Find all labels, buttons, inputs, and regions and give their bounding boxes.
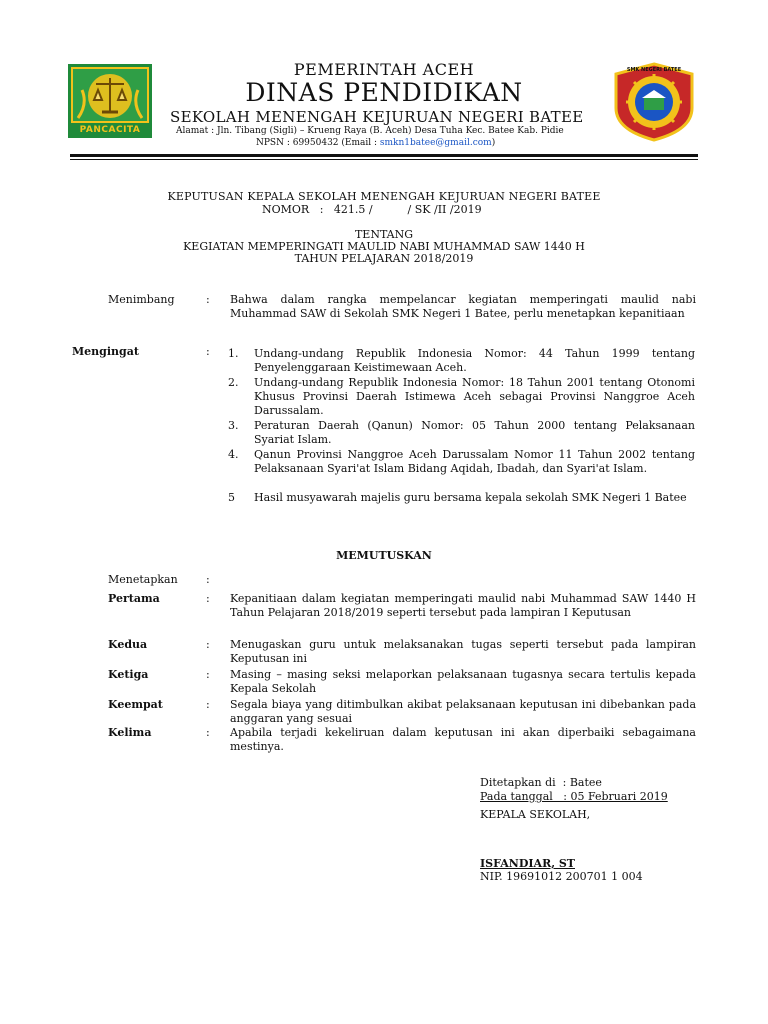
keempat-colon: : [206, 698, 210, 711]
header-rule-thick [70, 154, 698, 157]
kedua-text: Menugaskan guru untuk melaksanakan tugas seperti tersebut pada lampiran Keputusan ini [230, 638, 696, 665]
mengingat-item: Undang-undang Republik Indonesia Nomor: 44 Tahun 1999 tentang Penyelenggaraan Keistimewaan Aceh. [254, 347, 695, 374]
kedua-colon: : [206, 638, 210, 651]
ditetapkan-line: Ditetapkan di : Batee [480, 776, 602, 789]
right-logo-text: SMK NEGERI BATEE [626, 67, 682, 73]
tanggal-line: Pada tanggal : 05 Februari 2019 [480, 790, 668, 803]
gov-heading: PEMERINTAH ACEH [293, 60, 475, 79]
menimbang-label: Menimbang [108, 293, 175, 306]
jabatan-line: KEPALA SEKOLAH, [480, 808, 591, 821]
mengingat-item: Peraturan Daerah (Qanun) Nomor: 05 Tahun 2000 tentang Pelaksanaan Syariat Islam. [254, 419, 695, 446]
ketiga-colon: : [206, 668, 210, 681]
npsn-text: NPSN : 69950432 (Email : [256, 138, 380, 148]
kelima-text: Apabila terjadi kekeliruan dalam keputusan ini akan diperbaiki sebagaimana mestinya. [230, 726, 696, 753]
ketiga-text: Masing – masing seksi melaporkan pelaksanaan tugasnya secara tertulis kepada Kepala Sekolah [230, 668, 696, 695]
menimbang-colon: : [206, 293, 210, 306]
pertama-text: Kepanitiaan dalam kegiatan memperingati maulid nabi Muhammad SAW 1440 H Tahun Pelajaran 2018/2019 seperti tersebut pada lampiran I Keputusan [230, 592, 696, 619]
kelima-label: Kelima [108, 726, 152, 739]
school-heading: SEKOLAH MENENGAH KEJURUAN NEGERI BATEE [170, 108, 584, 126]
mengingat-item-num: 2. [228, 376, 239, 389]
keempat-label: Keempat [108, 698, 163, 711]
npsn-line [256, 138, 495, 148]
mengingat-label: Mengingat [72, 345, 139, 358]
mengingat-colon: : [206, 345, 210, 358]
menetapkan-colon: : [206, 573, 210, 586]
pertama-colon: : [206, 592, 210, 605]
decree-title: KEPUTUSAN KEPALA SEKOLAH MENENGAH KEJURUAN NEGERI BATEE [167, 190, 601, 203]
memutuskan-heading: MEMUTUSKAN [336, 549, 432, 562]
school-address: Alamat : Jln. Tibang (Sigli) – Krueng Raya (B. Aceh) Desa Tuha Kec. Batee Kab. Pidie [176, 126, 564, 136]
mengingat-item-num: 1. [228, 347, 239, 360]
dinas-heading: DINAS PENDIDIKAN [245, 78, 523, 107]
mengingat-item: Qanun Provinsi Nanggroe Aceh Darussalam Nomor 11 Tahun 2002 tentang Pelaksanaan Syari'at Islam Bidang Aqidah, Ibadah, dan Syari'at Islam. [254, 448, 695, 475]
email-link[interactable]: smkn1batee@gmail.com [379, 138, 492, 148]
mengingat-item-num: 4. [228, 448, 239, 461]
mengingat-item: Hasil musyawarah majelis guru bersama kepala sekolah SMK Negeri 1 Batee [254, 491, 687, 504]
ketiga-label: Ketiga [108, 668, 149, 681]
keempat-text: Segala biaya yang ditimbulkan akibat pelaksanaan keputusan ini dibebankan pada anggaran yang sesuai [230, 698, 696, 725]
mengingat-item-num: 3. [228, 419, 239, 432]
subject-line-2: TAHUN PELAJARAN 2018/2019 [294, 252, 474, 265]
subject-line-1: KEGIATAN MEMPERINGATI MAULID NABI MUHAMMAD SAW 1440 H [183, 240, 585, 253]
tentang-heading: TENTANG [354, 228, 414, 241]
signatory-name: ISFANDIAR, ST [480, 857, 575, 870]
decree-number: NOMOR : 421.5 / / SK /II /2019 [262, 203, 482, 216]
header-rule-thin [70, 159, 698, 160]
kedua-label: Kedua [108, 638, 148, 651]
mengingat-item: Undang-undang Republik Indonesia Nomor: 18 Tahun 2001 tentang Otonomi Khusus Provinsi Daerah Istimewa Aceh sebagai Provinsi Nanggroe Aceh Darussalam. [254, 376, 695, 417]
left-logo-text: PANCACITA [79, 125, 141, 135]
kelima-colon: : [206, 726, 210, 739]
menetapkan-label: Menetapkan [108, 573, 178, 586]
signatory-nip: NIP. 19691012 200701 1 004 [480, 870, 643, 883]
mengingat-item-num: 5 [228, 491, 235, 504]
npsn-close: ) [491, 138, 496, 148]
pertama-label: Pertama [108, 592, 160, 605]
menimbang-text: Bahwa dalam rangka mempelancar kegiatan memperingati maulid nabi Muhammad SAW di Sekolah SMK Negeri 1 Batee, perlu menetapkan kepanitiaan [230, 293, 696, 320]
